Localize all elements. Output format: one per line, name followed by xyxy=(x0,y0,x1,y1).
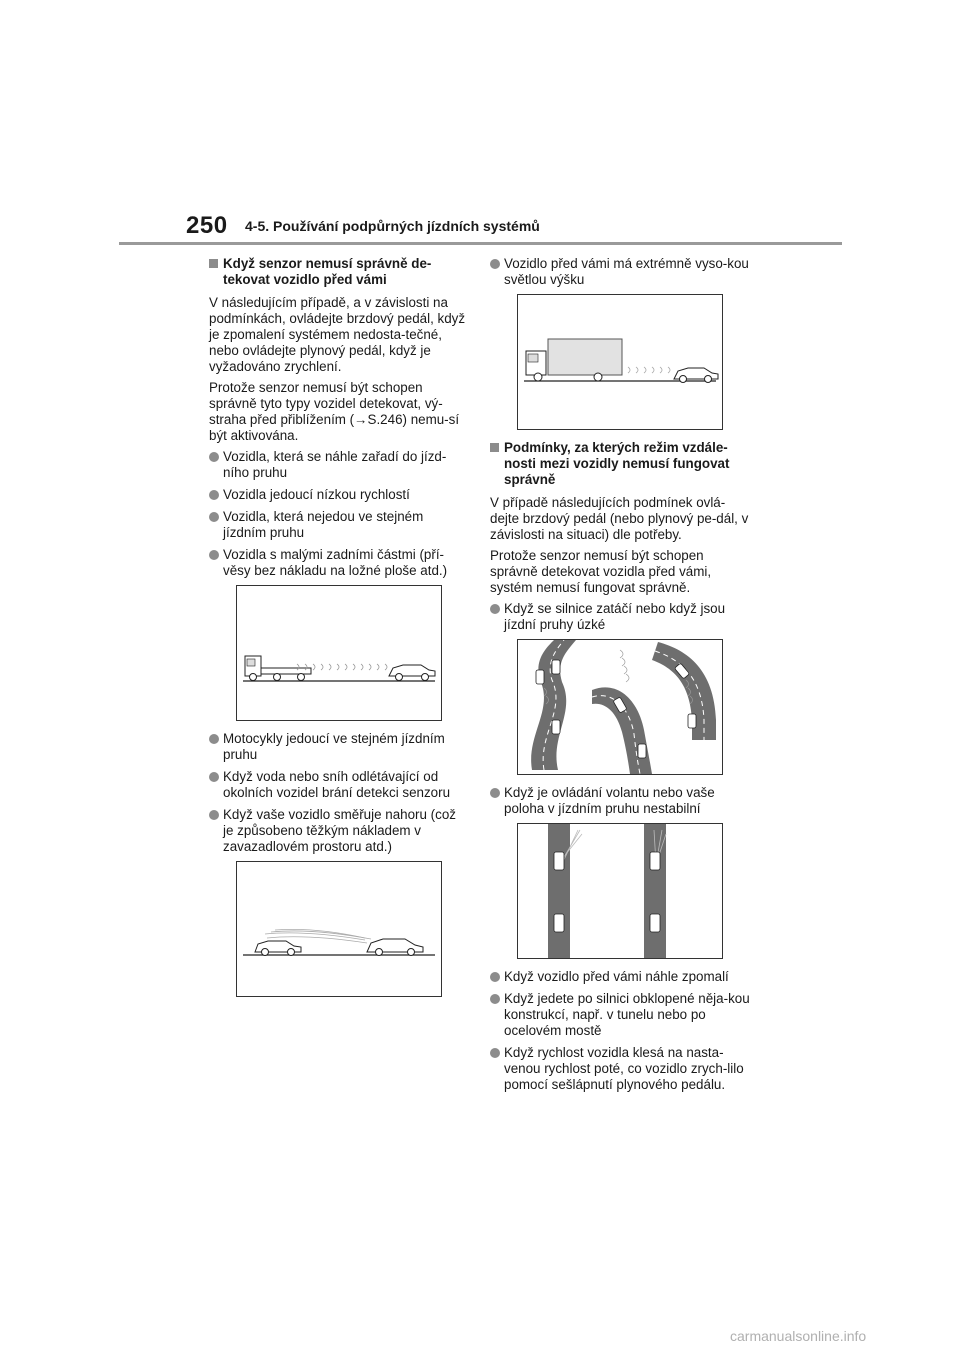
right-heading xyxy=(490,440,750,488)
list-item: Když jedete po silnici obklopené něja-kou konstrukcí, např. v tunelu nebo po ocelovém mostě xyxy=(490,991,750,1039)
figure-car-tilted-illustration xyxy=(236,861,442,997)
left-paragraph-1: V následujícím případě, a v závislosti na podmínkách, ovládejte brzdový pedál, když je zpomalení systémem nedosta-tečné, nebo ovládejte plynový pedál, když je vyžadováno zrychlení. xyxy=(209,295,466,374)
list-item: Když je ovládání volantu nebo vaše poloha v jízdním pruhu nestabilní xyxy=(490,785,750,817)
bullet-dot-icon xyxy=(490,259,500,269)
page-number: 250 xyxy=(186,212,228,239)
list-item: Vozidlo před vámi má extrémně vyso-kou světlou výšku xyxy=(490,256,750,288)
list-item: Vozidla jedoucí nízkou rychlostí xyxy=(209,487,469,503)
list-item: Vozidla, která nejedou ve stejném jízdním pruhu xyxy=(209,509,469,541)
list-item: Když vozidlo před vámi náhle zpomalí xyxy=(490,969,750,985)
left-column xyxy=(209,256,469,1007)
right-paragraph-1: V případě následujících podmínek ovlá-dejte brzdový pedál (nebo plynový pe-dál, v závislosti na situaci) dle potřeby. xyxy=(490,495,749,542)
left-paragraph-2: Protože senzor nemusí být schopen správně tyto typy vozidel detekovat, vý-straha před přiblížením (→S.246) nemu-sí být aktivována. xyxy=(209,380,460,443)
figure-trailer-illustration xyxy=(236,585,442,721)
list-item: Když voda nebo sníh odlétávající od okolních vozidel brání detekci senzoru xyxy=(209,769,469,801)
bullet-dot-icon xyxy=(209,490,219,500)
square-bullet-icon xyxy=(209,259,218,268)
list-item: Když se silnice zatáčí nebo když jsou jízdní pruhy úzké xyxy=(490,601,750,633)
list-item: Vozidla s malými zadními částmi (pří-věsy bez nákladu na ložné ploše atd.) xyxy=(209,547,469,579)
bullet-dot-icon xyxy=(209,452,219,462)
bullet-dot-icon xyxy=(209,550,219,560)
list-item: Motocykly jedoucí ve stejném jízdním pruhu xyxy=(209,731,469,763)
figure-lane-position-illustration xyxy=(517,823,723,959)
right-column xyxy=(490,256,750,1099)
figure-curved-roads-illustration xyxy=(517,639,723,775)
bullet-dot-icon xyxy=(490,972,500,982)
figure-truck-illustration xyxy=(517,294,723,430)
bullet-dot-icon xyxy=(209,772,219,782)
bullet-dot-icon xyxy=(490,604,500,614)
right-paragraph-2: Protože senzor nemusí být schopen správně detekovat vozidla před vámi, systém nemusí fungovat správně. xyxy=(490,548,712,595)
bullet-dot-icon xyxy=(209,734,219,744)
bullet-dot-icon xyxy=(209,512,219,522)
left-heading xyxy=(209,256,469,288)
right-heading-text: Podmínky, za kterých režim vzdále-nosti mezi vozidly nemusí fungovat správně xyxy=(504,440,730,487)
list-item: Když vaše vozidlo směřuje nahoru (což je způsobeno těžkým nákladem v zavazadlovém prostoru atd.) xyxy=(209,807,469,855)
header-rule xyxy=(119,242,842,245)
bullet-dot-icon xyxy=(490,1048,500,1058)
bullet-dot-icon xyxy=(209,810,219,820)
square-bullet-icon xyxy=(490,443,499,452)
list-item: Když rychlost vozidla klesá na nasta-venou rychlost poté, co vozidlo zrych-lilo pomocí sešlápnutí plynového pedálu. xyxy=(490,1045,750,1093)
list-item: Vozidla, která se náhle zařadí do jízd-ního pruhu xyxy=(209,449,469,481)
bullet-dot-icon xyxy=(490,994,500,1004)
section-title: 4-5. Používání podpůrných jízdních systémů xyxy=(245,218,540,234)
left-heading-text: Když senzor nemusí správně de- tekovat vozidlo před vámi xyxy=(223,256,432,287)
bullet-dot-icon xyxy=(490,788,500,798)
watermark: carmanualsonline.info xyxy=(730,1328,867,1344)
